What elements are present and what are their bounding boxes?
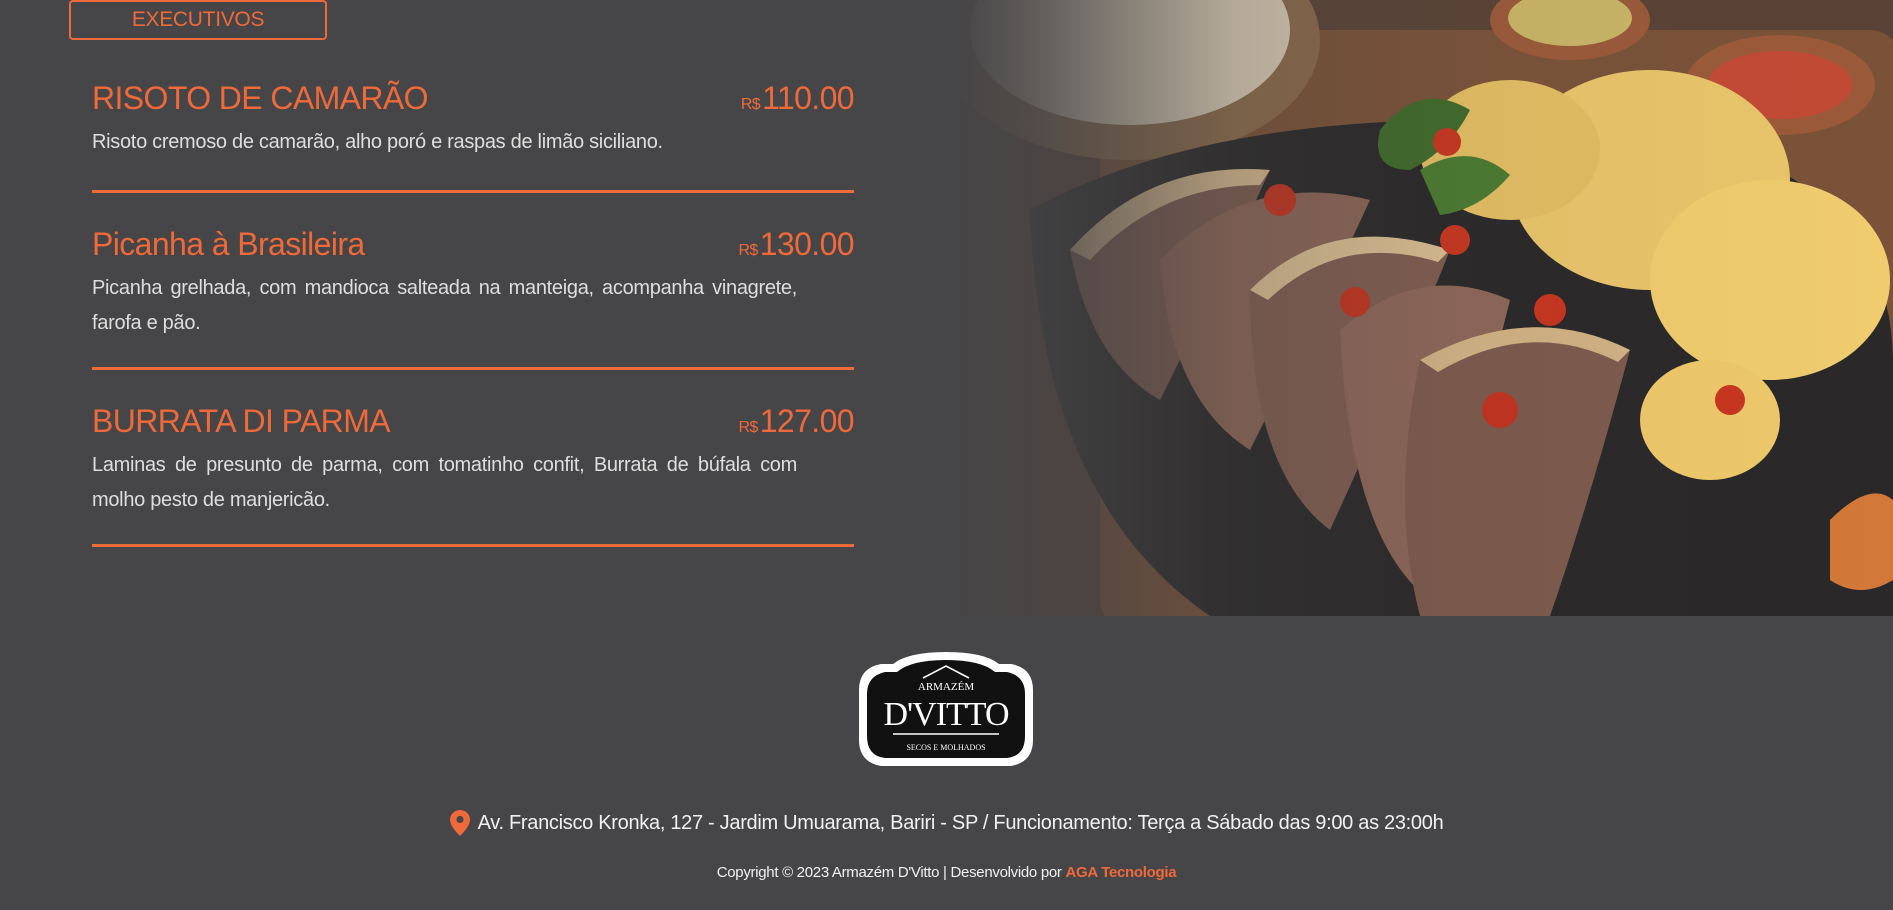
menu-item xyxy=(92,226,854,370)
menu-item-name: Picanha à Brasileira xyxy=(92,226,365,262)
menu-list xyxy=(92,80,854,547)
currency-symbol: R$ xyxy=(738,242,758,259)
menu-item-price xyxy=(738,226,854,263)
location-pin-icon xyxy=(450,810,470,836)
tab-executivos[interactable]: EXECUTIVOS xyxy=(69,0,327,40)
food-photo xyxy=(950,0,1893,616)
address-text: Av. Francisco Kronka, 127 - Jardim Umuarama, Bariri - SP / Funcionamento: Terça a Sábado das 9:00 as 23:00h xyxy=(477,811,1444,834)
currency-symbol: R$ xyxy=(740,96,761,113)
photo-fade-overlay xyxy=(950,0,1893,616)
logo-main-text: D'VITTO xyxy=(883,696,1009,733)
footer-address xyxy=(0,810,1893,836)
logo-sub-text: SECOS E MOLHADOS xyxy=(906,743,986,752)
footer-copyright xyxy=(0,864,1893,881)
menu-item-description: Laminas de presunto de parma, com tomatinho confit, Burrata de búfala com molho pesto de manjericão. xyxy=(92,454,797,511)
copyright-text: Copyright © 2023 Armazém D'Vitto | Desenvolvido por xyxy=(716,864,1066,881)
menu-item-description: Risoto cremoso de camarão, alho poró e raspas de limão siciliano. xyxy=(92,131,663,153)
menu-item-description: Picanha grelhada, com mandioca salteada na manteiga, acompanha vinagrete, farofa e pão. xyxy=(92,277,797,334)
menu-item xyxy=(92,403,854,547)
menu-item xyxy=(92,80,854,193)
logo-top-text: ARMAZÉM xyxy=(917,681,975,693)
menu-item-name: BURRATA DI PARMA xyxy=(92,403,390,439)
price-value: 110.00 xyxy=(762,80,854,116)
developer-link[interactable]: AGA Tecnologia xyxy=(1065,864,1177,881)
price-value: 130.00 xyxy=(759,226,854,262)
price-value: 127.00 xyxy=(759,403,854,439)
menu-item-name: RISOTO DE CAMARÃO xyxy=(92,80,428,116)
menu-item-price xyxy=(741,80,854,117)
currency-symbol: R$ xyxy=(738,419,758,436)
brand-logo[interactable] xyxy=(853,650,1039,772)
menu-item-price xyxy=(738,403,854,440)
